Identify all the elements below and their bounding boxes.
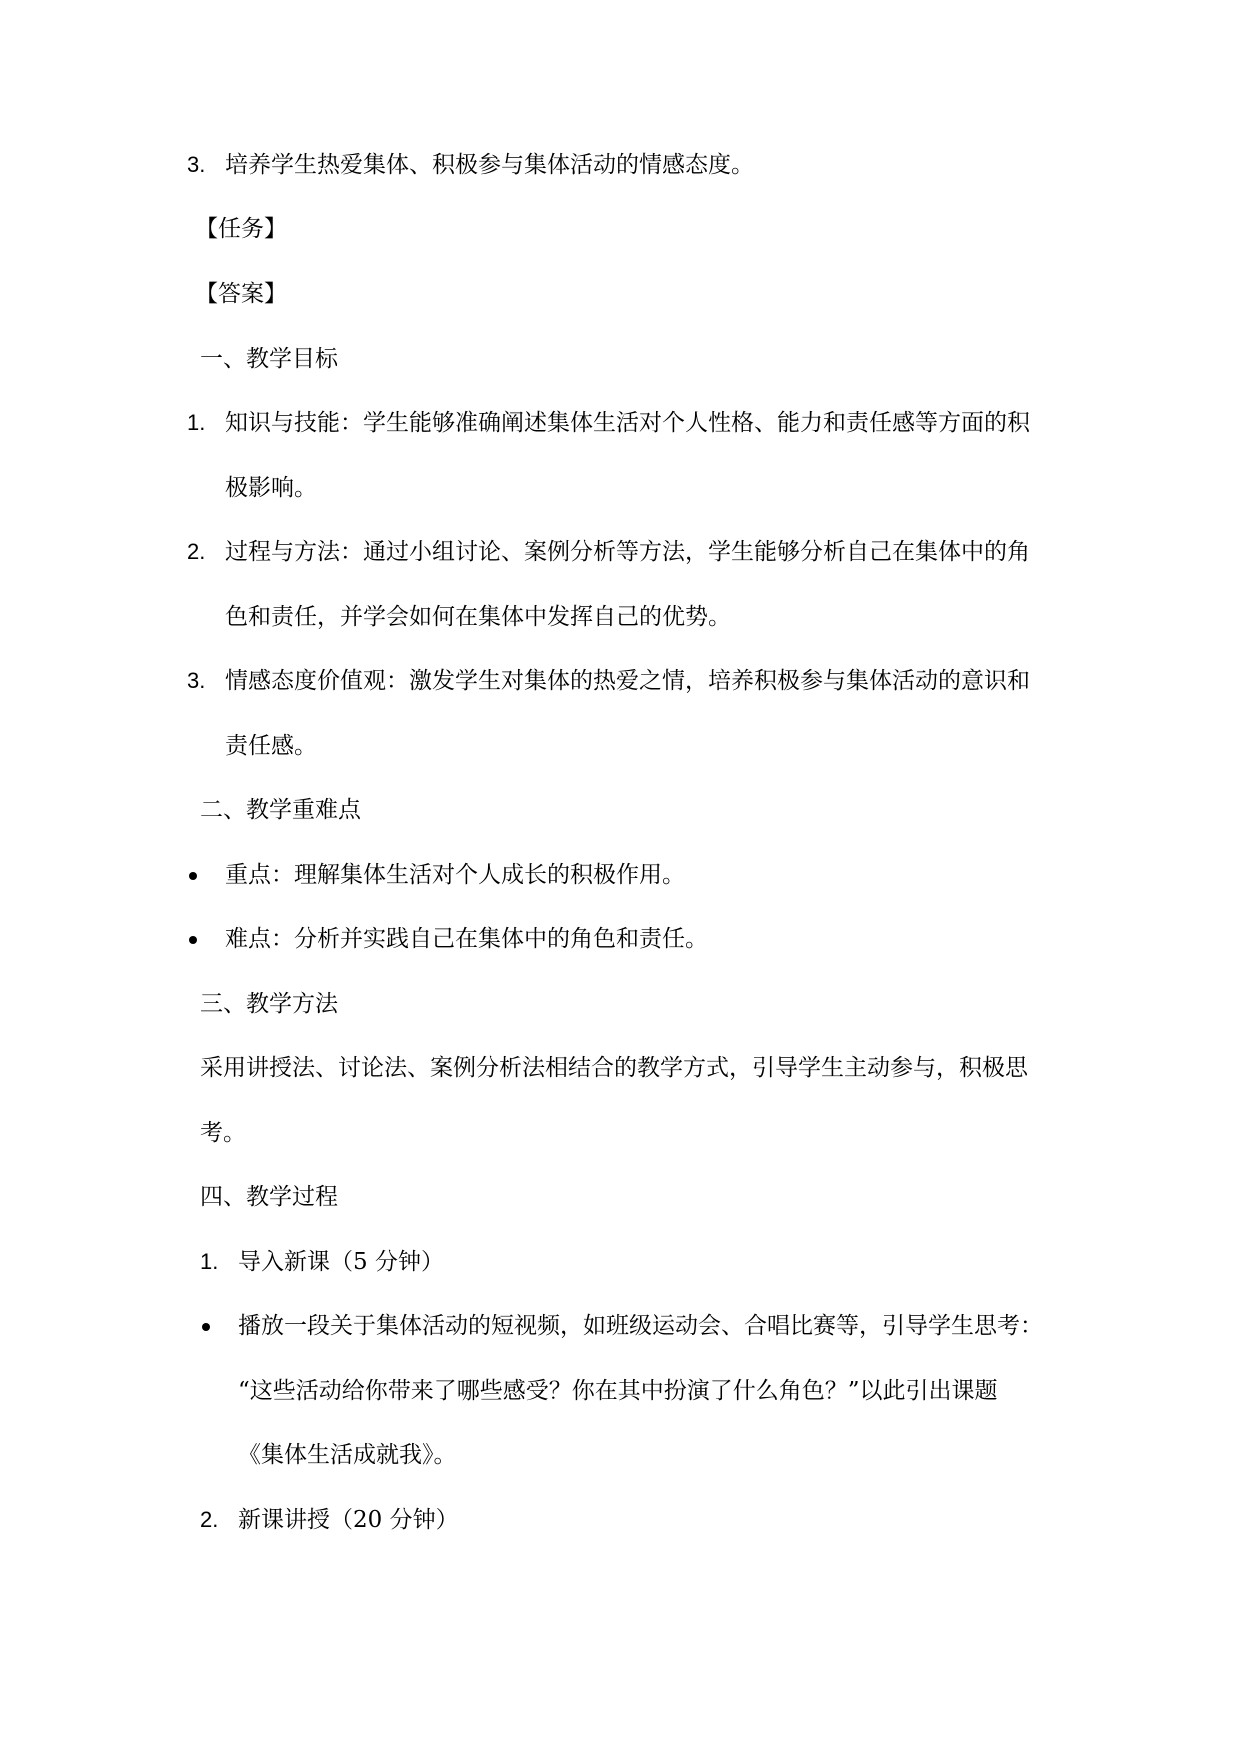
task-heading: 【任务】 bbox=[195, 216, 287, 242]
objective-3-number: 3. bbox=[187, 668, 206, 693]
bullet-icon bbox=[189, 936, 197, 944]
goal3-text: 培养学生热爱集体、积极参与集体活动的情感态度。 bbox=[225, 152, 754, 178]
method-line2: 考。 bbox=[200, 1120, 246, 1146]
section-title-methods: 三、教学方法 bbox=[200, 991, 338, 1017]
objective-1-line2: 极影响。 bbox=[225, 475, 317, 501]
section-title-key-points: 二、教学重难点 bbox=[200, 797, 361, 823]
objective-1-line1: 知识与技能：学生能够准确阐述集体生活对个人性格、能力和责任感等方面的积 bbox=[225, 410, 1030, 436]
section-title-process: 四、教学过程 bbox=[200, 1184, 338, 1210]
objective-3-line2: 责任感。 bbox=[225, 733, 317, 759]
objective-2-number: 2. bbox=[187, 539, 206, 564]
step-1-title: 导入新课（5 分钟） bbox=[238, 1249, 444, 1275]
step-1-number: 1. bbox=[200, 1249, 219, 1274]
goal3-number: 3. bbox=[187, 152, 206, 177]
step-1-bullet-line2: “这些活动给你带来了哪些感受？你在其中扮演了什么角色？”以此引出课题 bbox=[238, 1378, 998, 1404]
objective-2-line1: 过程与方法：通过小组讨论、案例分析等方法，学生能够分析自己在集体中的角 bbox=[225, 539, 1030, 565]
objective-1-number: 1. bbox=[187, 410, 206, 435]
difficult-point: 难点：分析并实践自己在集体中的角色和责任。 bbox=[225, 926, 708, 952]
bullet-icon bbox=[189, 872, 197, 880]
step-1-bullet-line3: 《集体生活成就我》。 bbox=[238, 1442, 457, 1468]
answer-heading: 【答案】 bbox=[195, 281, 287, 307]
step-2-number: 2. bbox=[200, 1507, 219, 1532]
step-1-bullet-line1: 播放一段关于集体活动的短视频，如班级运动会、合唱比赛等，引导学生思考： bbox=[238, 1313, 1043, 1339]
section-title-objectives: 一、教学目标 bbox=[200, 346, 338, 372]
step-2-title: 新课讲授（20 分钟） bbox=[238, 1507, 459, 1533]
key-point: 重点：理解集体生活对个人成长的积极作用。 bbox=[225, 862, 685, 888]
objective-3-line1: 情感态度价值观：激发学生对集体的热爱之情，培养积极参与集体活动的意识和 bbox=[225, 668, 1030, 694]
bullet-icon bbox=[202, 1323, 210, 1331]
objective-2-line2: 色和责任，并学会如何在集体中发挥自己的优势。 bbox=[225, 604, 731, 630]
method-line1: 采用讲授法、讨论法、案例分析法相结合的教学方式，引导学生主动参与，积极思 bbox=[200, 1055, 1028, 1081]
